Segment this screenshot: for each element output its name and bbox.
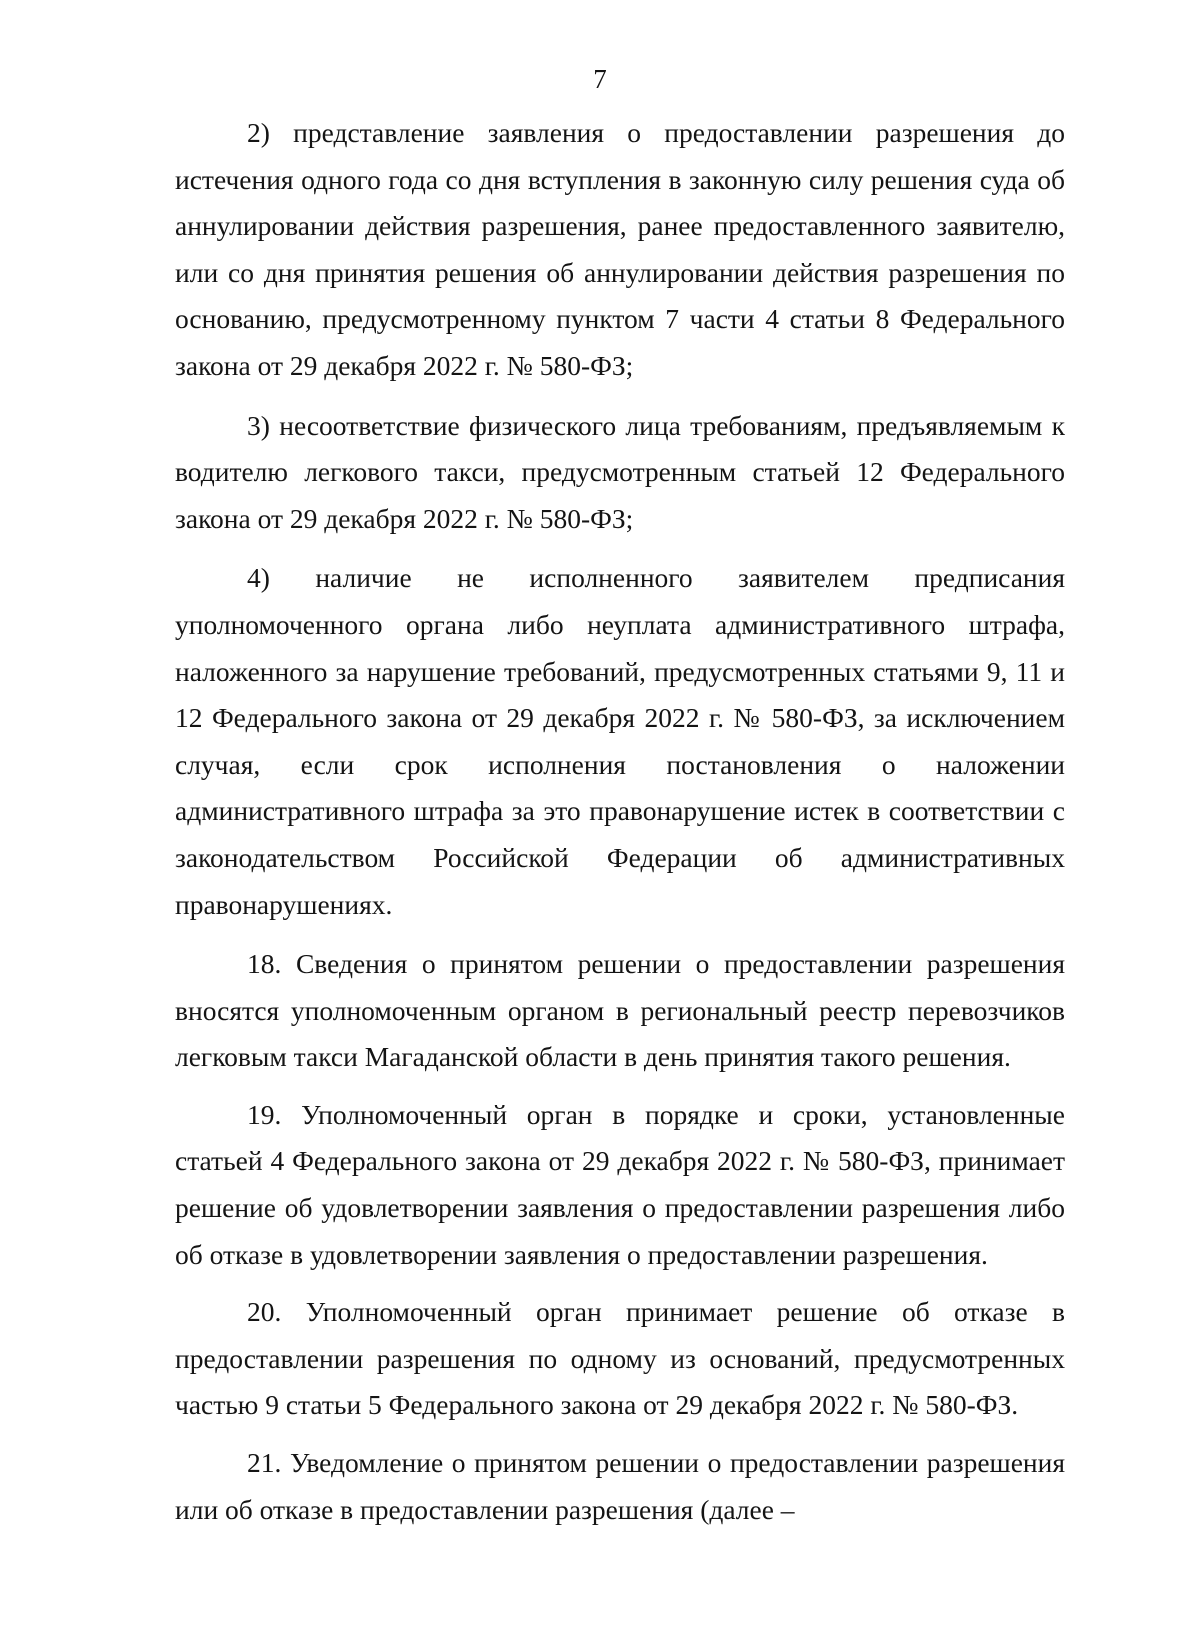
paragraph-21: 21. Уведомление о принятом решении о предоставлении разрешения или об отказе в предоставлении разрешения (далее – — [175, 1447, 1065, 1525]
paragraph-19: 19. Уполномоченный орган в порядке и сроки, установленные статьей 4 Федерального закона от 29 декабря 2022 г. № 580-ФЗ, принимает решение об удовлетворении заявления о предоставлении разрешения либо об отказе в удовлетворении заявления о предоставлении разрешения. — [175, 1098, 1065, 1270]
document-body — [175, 110, 1065, 1533]
paragraph-20: 20. Уполномоченный орган принимает решение об отказе в предоставлении разрешения по одному из оснований, предусмотренных частью 9 статьи 5 Федерального закона от 29 декабря 2022 г. № 580-ФЗ. — [175, 1296, 1065, 1421]
paragraph-item-2: 2) представление заявления о предоставлении разрешения до истечения одного года со дня вступления в законную силу решения суда об аннулировании действия разрешения, ранее предоставленного заявителю, или со дня принятия решения об аннулировании действия разрешения по основанию, предусмотренному пунктом 7 части 4 статьи 8 Федерального закона от 29 декабря 2022 г. № 580-ФЗ; — [175, 117, 1065, 381]
paragraph-18: 18. Сведения о принятом решении о предоставлении разрешения вносятся уполномоченным органом в региональный реестр перевозчиков легковым такси Магаданской области в день принятия такого решения. — [175, 948, 1065, 1073]
page-number: 7 — [593, 64, 607, 94]
paragraph-item-3: 3) несоответствие физического лица требованиям, предъявляемым к водителю легкового такси, предусмотренным статьей 12 Федерального закона от 29 декабря 2022 г. № 580-ФЗ; — [175, 409, 1065, 534]
paragraph-item-4: 4) наличие не исполненного заявителем предписания уполномоченного органа либо неуплата административного штрафа, наложенного за нарушение требований, предусмотренных статьями 9, 11 и 12 Федерального закона от 29 декабря 2022 г. № 580-ФЗ, за исключением случая, если срок исполнения постановления о наложении административного штрафа за это правонарушение истек в соответствии с законодательством Российской Федерации об административных правонарушениях. — [175, 562, 1065, 920]
